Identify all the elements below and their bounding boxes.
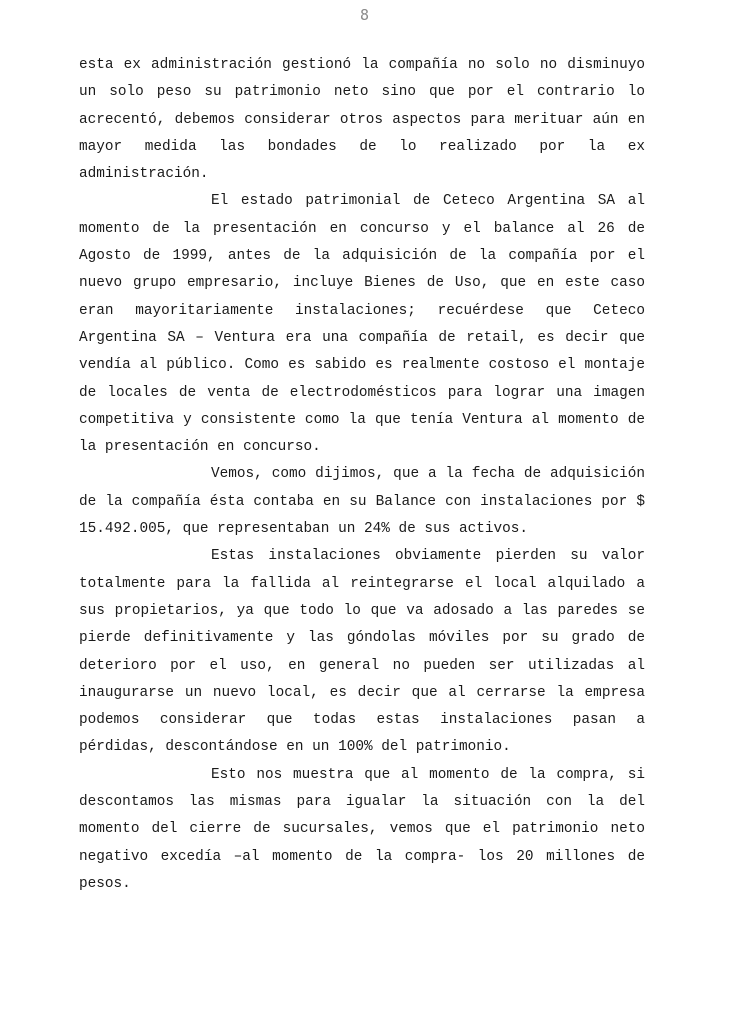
paragraph-patrimonio-negativo: Esto nos muestra que al momento de la compra, si descontamos las mismas para igualar la situación con la del momento del cierre de sucursales, vemos que el patrimonio neto negativo excedía –al momento de la compra- los 20 millones de pesos.	[79, 766, 645, 892]
document-body	[79, 52, 645, 898]
paragraph-instalaciones-balance: Vemos, como dijimos, que a la fecha de adquisición de la compañía ésta contaba en su Balance con instalaciones por $ 15.492.005, que representaban un 24% de sus activos.	[79, 466, 645, 538]
page-number: 8	[359, 6, 370, 24]
paragraph-estado-patrimonial: El estado patrimonial de Ceteco Argentina SA al momento de la presentación en concurso y el balance al 26 de Agosto de 1999, antes de la adquisición de la compañía por el nuevo grupo empresario, incluye Bienes de Uso, que en este caso eran mayoritariamente instalaciones; recuérdese que Ceteco Argentina SA – Ventura era una compañía de retail, es decir que vendía al público. Como es sabido es realmente costoso el montaje de locales de venta de electrodomésticos para lograr una imagen competitiva y consistente como la que tenía Ventura al momento de la presentación en concurso.	[79, 193, 645, 456]
paragraph-perdida-instalaciones: Estas instalaciones obviamente pierden su valor totalmente para la fallida al reintegrarse el local alquilado a sus propietarios, ya que todo lo que va adosado a las paredes se pierde definitivamente y las góndolas móviles por su grado de deterioro por el uso, en general no pueden ser utilizadas al inaugurarse un nuevo local, es decir que al cerrarse la empresa podemos considerar que todas estas instalaciones pasan a pérdidas, descontándose en un 100% del patrimonio.	[79, 548, 645, 756]
paragraph-continuation: esta ex administración gestionó la compañía no solo no disminuyo un solo peso su patrimonio neto sino que por el contrario lo acrecentó, debemos considerar otros aspectos para merituar aún en mayor medida las bondades de lo realizado por la ex administración.	[79, 57, 645, 183]
